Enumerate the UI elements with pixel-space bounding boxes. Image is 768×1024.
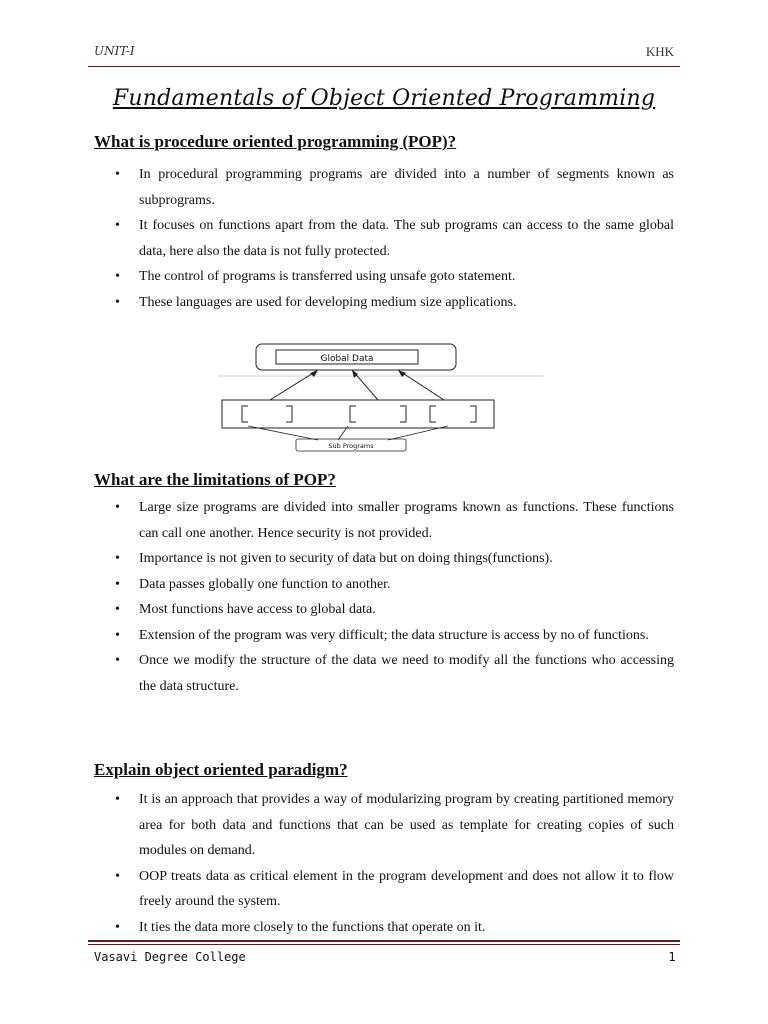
page-title: Fundamentals of Object Oriented Programming: [112, 86, 656, 111]
limitations-bullet-list: [94, 495, 674, 699]
page-number: 1: [668, 950, 676, 964]
list-item: • Once we modify the structure of the data we need to modify all the functions who accessing the data structure.: [94, 648, 674, 699]
heading-pop: What is procedure oriented programming (POP)?: [94, 132, 457, 151]
list-item: • Large size programs are divided into smaller programs known as functions. These functions can call one another. Hence security is not provided.: [94, 495, 674, 546]
header-rule: [88, 66, 680, 67]
list-item: • Importance is not given to security of data but on doing things(functions).: [94, 546, 674, 572]
pop-diagram: [218, 340, 548, 452]
subprograms-row-box: [222, 400, 494, 428]
list-item: • OOP treats data as critical element in the program development and does not allow it to flow freely around the system.: [94, 864, 674, 915]
pop-bullet-list: [94, 162, 674, 315]
heading-oop-paradigm: Explain object oriented paradigm?: [94, 760, 348, 779]
footer-college: Vasavi Degree College: [94, 950, 246, 964]
oop-bullet-list: [94, 787, 674, 940]
header-author: KHK: [645, 44, 674, 59]
list-item: • It ties the data more closely to the functions that operate on it.: [94, 915, 674, 941]
sub-programs-label: Sub Programs: [328, 442, 374, 450]
list-item: • The control of programs is transferred using unsafe goto statement.: [94, 264, 674, 290]
list-item: • It focuses on functions apart from the data. The sub programs can access to the same global data, here also the data is not fully protected.: [94, 213, 674, 264]
global-data-label: Global Data: [320, 354, 374, 364]
list-item: • These languages are used for developing medium size applications.: [94, 290, 674, 316]
heading-limitations: What are the limitations of POP?: [94, 470, 336, 489]
header-unit: UNIT-I: [94, 44, 135, 58]
list-item: • In procedural programming programs are divided into a number of segments known as subprograms.: [94, 162, 674, 213]
footer-rule-thin: [88, 944, 680, 945]
list-item: • It is an approach that provides a way of modularizing program by creating partitioned memory area for both data and functions that can be used as template for creating copies of such modules on demand.: [94, 787, 674, 864]
footer-rule: [88, 940, 680, 942]
list-item: • Most functions have access to global data.: [94, 597, 674, 623]
list-item: • Extension of the program was very difficult; the data structure is access by no of functions.: [94, 623, 674, 649]
list-item: • Data passes globally one function to another.: [94, 572, 674, 598]
